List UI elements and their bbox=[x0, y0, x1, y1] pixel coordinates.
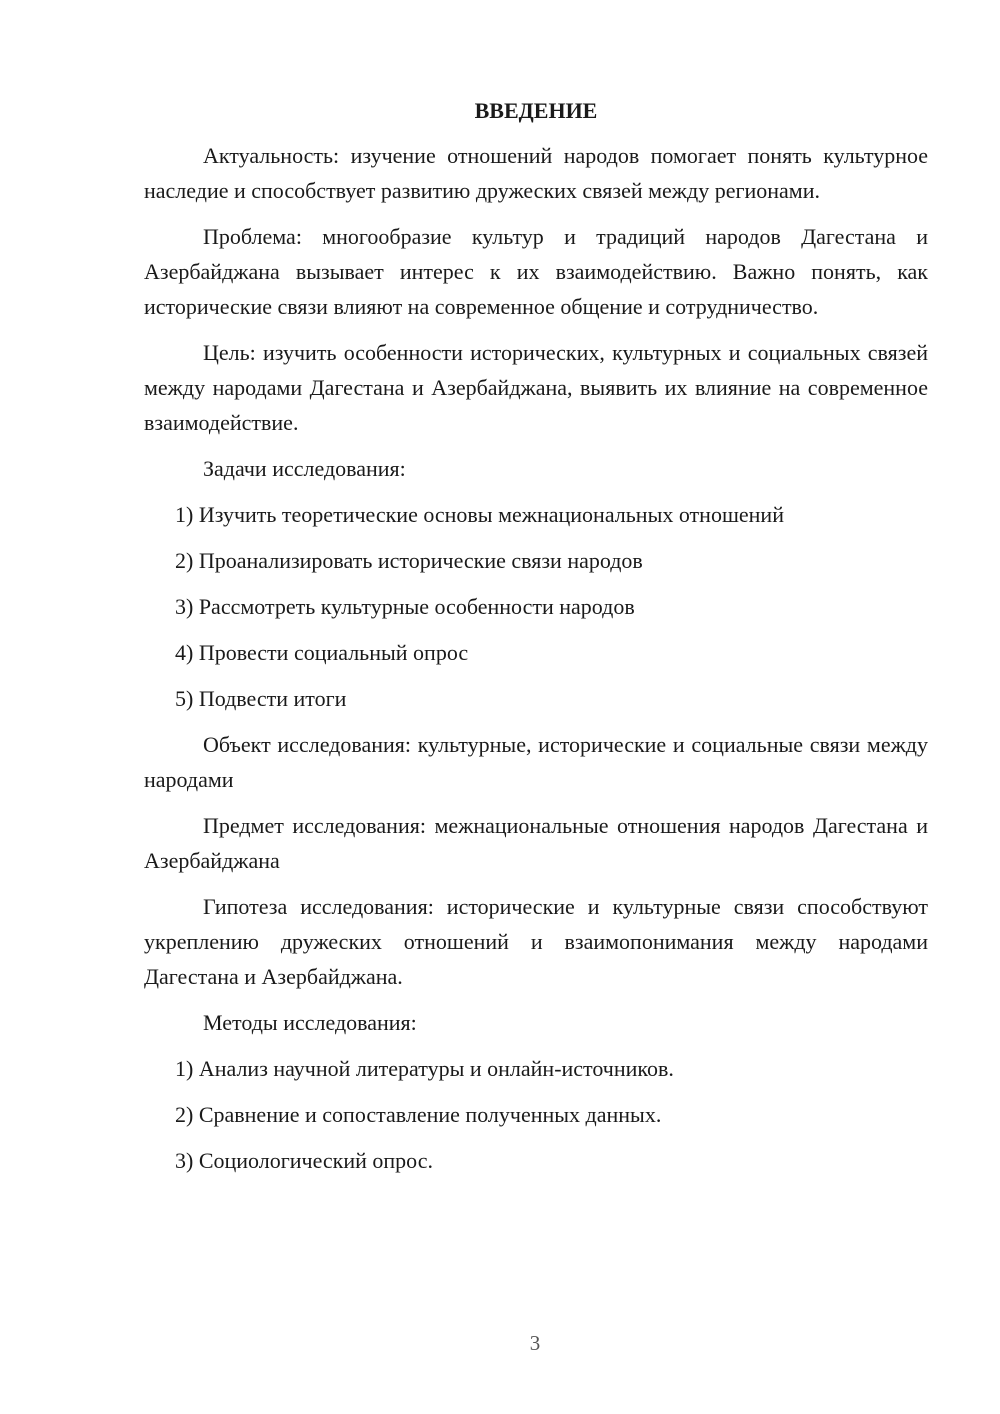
methods-list bbox=[144, 1051, 928, 1178]
goal-paragraph: Цель: изучить особенности исторических, культурных и социальных связей между народами Дагестана и Азербайджана, выявить их влияние на современное взаимодействие. bbox=[144, 340, 928, 435]
list-item: 1) Изучить теоретические основы межнациональных отношений bbox=[175, 502, 784, 527]
list-item: 3) Социологический опрос. bbox=[175, 1148, 433, 1173]
relevance-paragraph: Актуальность: изучение отношений народов помогает понять культурное наследие и способствует развитию дружеских связей между регионами. bbox=[144, 143, 928, 203]
page-number: 3 bbox=[529, 1331, 541, 1355]
document-page bbox=[144, 94, 928, 1189]
list-item: 5) Подвести итоги bbox=[175, 686, 347, 711]
object-paragraph: Объект исследования: культурные, исторические и социальные связи между народами bbox=[144, 732, 928, 792]
tasks-list bbox=[144, 497, 928, 716]
subject-paragraph: Предмет исследования: межнациональные отношения народов Дагестана и Азербайджана bbox=[144, 813, 928, 873]
list-item: 3) Рассмотреть культурные особенности народов bbox=[175, 594, 635, 619]
tasks-heading: Задачи исследования: bbox=[203, 456, 406, 481]
page-title: ВВЕДЕНИЕ bbox=[474, 98, 598, 123]
list-item: 1) Анализ научной литературы и онлайн-источников. bbox=[175, 1056, 674, 1081]
methods-heading: Методы исследования: bbox=[203, 1010, 417, 1035]
list-item: 2) Проанализировать исторические связи народов bbox=[175, 548, 643, 573]
hypothesis-paragraph: Гипотеза исследования: исторические и культурные связи способствуют укреплению дружеских отношений и взаимопонимания между народами Дагестана и Азербайджана. bbox=[144, 894, 928, 989]
list-item: 4) Провести социальный опрос bbox=[175, 640, 469, 665]
problem-paragraph: Проблема: многообразие культур и традиций народов Дагестана и Азербайджана вызывает интерес к их взаимодействию. Важно понять, как исторические связи влияют на современное общение и сотрудничество. bbox=[144, 224, 928, 319]
list-item: 2) Сравнение и сопоставление полученных данных. bbox=[175, 1102, 662, 1127]
